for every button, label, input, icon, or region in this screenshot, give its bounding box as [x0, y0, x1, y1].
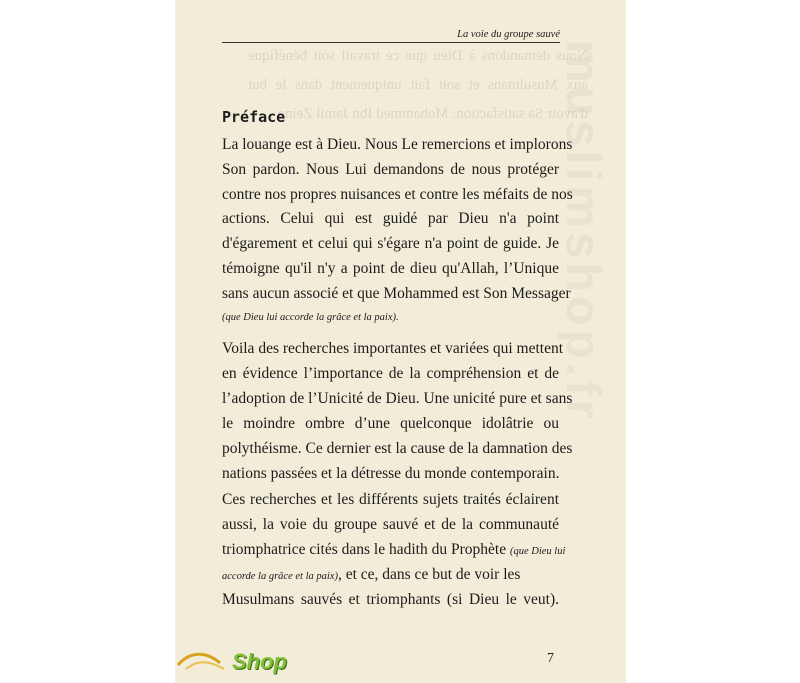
body-line-with-note	[222, 563, 559, 589]
body-line: La louange est à Dieu. Nous Le remercions et implorons	[222, 136, 573, 153]
honorific-note: (que Dieu lui	[509, 546, 566, 557]
section-heading: Préface	[222, 108, 286, 126]
body-line: le moindre ombre d’une quelconque idolâtrie ou	[222, 415, 559, 432]
honorific-note: (que Dieu lui accorde la grâce et la paix).	[222, 312, 399, 323]
running-head: La voie du groupe sauvé	[457, 29, 560, 40]
body-line: contre nos propres nuisances et contre les méfaits de nos	[222, 186, 573, 203]
body-line: témoigne qu'il n'y a point de dieu qu'Allah, l’Unique	[222, 260, 559, 277]
body-line: polythéisme. Ce dernier est la cause de la damnation des	[222, 440, 573, 457]
page-number: 7	[547, 651, 554, 666]
body-text: triomphatrice cités dans le hadith du Prophète	[222, 541, 507, 558]
body-line: Voila des recherches importantes et variées qui mettent	[222, 340, 564, 357]
honorific-note: accorde la grâce et la paix)	[222, 571, 338, 582]
body-line: aussi, la voie du groupe sauvé et de la communauté	[222, 516, 559, 533]
body-line: actions. Celui qui est guidé par Dieu n'a point	[222, 210, 559, 227]
body-line: d'égarement et celui qui s'égare n'a point de guide. Je	[222, 235, 559, 252]
body-line: Son pardon. Nous Lui demandons de nous protéger	[222, 161, 559, 178]
body-line: Ces recherches et les différents sujets traités éclairent	[222, 491, 559, 508]
body-line: Musulmans sauvés et triomphants (si Dieu le veut).	[222, 591, 559, 608]
body-line-with-note	[222, 538, 566, 564]
body-line: nations passées et la détresse du monde contemporain.	[222, 465, 560, 482]
body-line: l’adoption de l’Unicité de Dieu. Une unicité pure et sans	[222, 390, 573, 407]
header-rule	[222, 42, 560, 43]
body-line: sans aucun associé et que Mohammed est Son Messager	[222, 285, 571, 302]
body-line: en évidence l’importance de la compréhension et de	[222, 365, 559, 382]
shop-logo: Shop	[232, 649, 287, 674]
body-text: , et ce, dans ce but de voir les	[337, 566, 521, 583]
